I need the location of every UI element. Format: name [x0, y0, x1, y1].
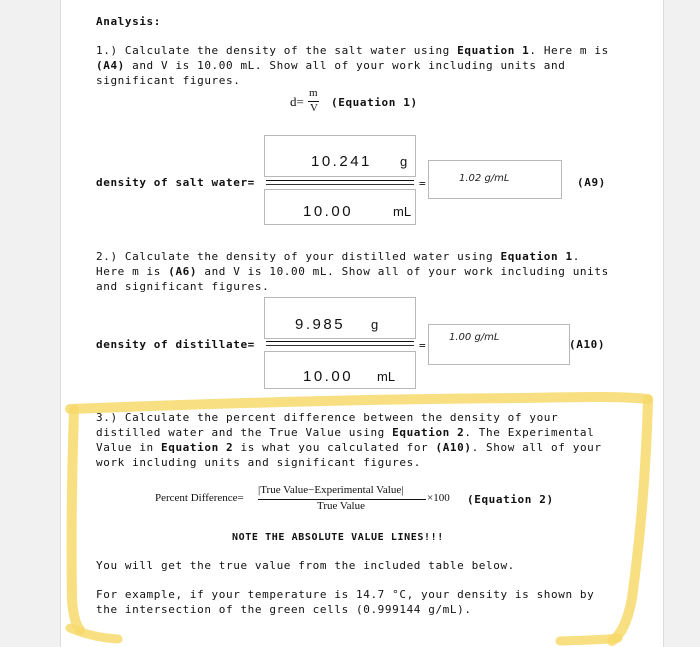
- a10-tag: (A10): [569, 338, 606, 351]
- question-3-text: 3.) Calculate the percent difference between the density of your distilled water and the True Value using Equation 2. The Experimental Value in Equation 2 is what you calculated for (A10). Show all of your work including units and significant figures.: [96, 411, 602, 469]
- highlight-right-stroke: [612, 400, 648, 641]
- equation-1: d= m V (Equation 1): [290, 87, 418, 114]
- salt-density-label: density of salt water=: [96, 176, 255, 189]
- highlight-top-stroke: [70, 397, 648, 409]
- distillate-equals: =: [419, 339, 427, 352]
- distillate-numerator-box[interactable]: 9.985 g: [264, 297, 416, 339]
- question-2-text: 2.) Calculate the density of your distilled water using Equation 1. Here m is (A6) and V is 10.00 mL. Show all of your work including units and significant figures.: [96, 250, 609, 293]
- highlight-bottom-right-stroke: [560, 638, 618, 641]
- distillate-answer-box[interactable]: 1.00 g/mL: [428, 324, 570, 365]
- a9-tag: (A9): [577, 176, 606, 189]
- question-1-text: 1.) Calculate the density of the salt water using Equation 1. Here m is (A4) and V is 10.00 mL. Show all of your work including units and significant figures.: [96, 44, 609, 87]
- salt-numerator-box[interactable]: 10.241 g: [264, 135, 416, 177]
- salt-equals: =: [419, 177, 427, 190]
- example-instruction: For example, if your temperature is 14.7 °C, your density is shown by the intersection of the green cells (0.999144 g/mL).: [96, 588, 595, 616]
- equation-2: Percent Difference= |True Value−Experimental Value| True Value ×100 (Equation 2): [155, 484, 554, 512]
- highlight-left-stroke: [72, 410, 80, 630]
- highlight-bottom-left-stroke: [70, 628, 118, 639]
- distillate-denominator-box[interactable]: 10.00 mL: [264, 351, 416, 389]
- salt-denominator-box[interactable]: 10.00 mL: [264, 189, 416, 225]
- absolute-value-note: NOTE THE ABSOLUTE VALUE LINES!!!: [232, 532, 444, 543]
- analysis-heading: Analysis:: [96, 15, 162, 28]
- distillate-density-label: density of distillate=: [96, 338, 255, 351]
- salt-answer-box[interactable]: 1.02 g/mL: [428, 160, 562, 199]
- true-value-instruction: You will get the true value from the included table below.: [96, 559, 515, 572]
